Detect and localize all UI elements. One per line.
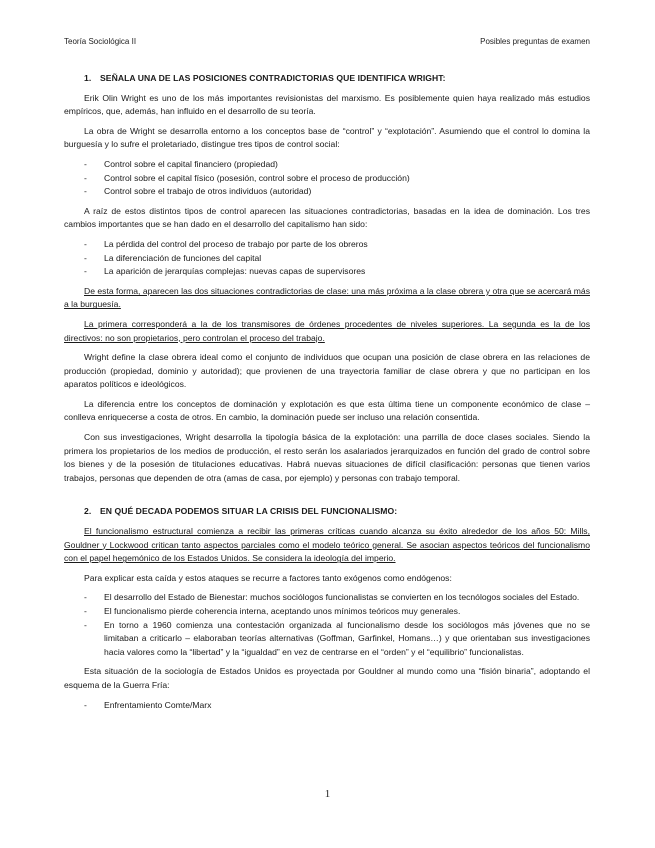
bullet-list — [64, 158, 590, 199]
dash-bullet-icon: - — [84, 699, 87, 710]
header-doc-title: Posibles preguntas de examen — [480, 37, 590, 46]
list-item: - El desarrollo del Estado de Bienestar: muchos sociólogos funcionalistas se convierten en los tecnólogos sociales del Estado. — [64, 591, 590, 605]
paragraph: Esta situación de la sociología de Estados Unidos es proyectada por Gouldner al mundo como una “fisión binaria”, adoptando el esquema de la Guerra Fría: — [64, 666, 590, 690]
section-spacer — [64, 491, 590, 505]
paragraph: Erik Olin Wright es uno de los más importantes revisionistas del marxismo. Es posiblemente quien haya realizado más estudios empíricos, que, además, han influido en el desarrollo de su teoría. — [64, 92, 590, 117]
paragraph: A raíz de estos distintos tipos de control aparecen las situaciones contradictorias, basadas en la idea de dominación. Los tres cambios importantes que se han dado en el desarrollo del capitalismo han sido: — [64, 205, 590, 230]
list-item: - Control sobre el capital financiero (propiedad) — [64, 158, 590, 172]
underlined-paragraph: El funcionalismo estructural comienza a recibir las primeras críticas cuando alcanza su éxito alrededor de los años 50: Mills, Gouldner y Lockwood critican tanto aspectos parciales como el modelo teórico general. Se asocian aspectos teóricos del funcionalismo con el papel hegemónico de los Estados Unidos. Se considera la ideología del imperio. — [64, 526, 590, 564]
section-number: 1. — [84, 73, 92, 83]
dash-bullet-icon: - — [84, 619, 87, 630]
list-item: - La diferenciación de funciones del capital — [64, 252, 590, 266]
bullet-list — [64, 238, 590, 279]
list-item: - Control sobre el capital físico (posesión, control sobre el proceso de producción) — [64, 172, 590, 186]
page-content — [64, 72, 590, 718]
list-item: - El funcionalismo pierde coherencia interna, aceptando unos mínimos teóricos muy generales. — [64, 605, 590, 619]
underlined-paragraph: La primera corresponderá a la de los transmisores de órdenes procedentes de niveles superiores. La segunda es la de los directivos: no son propietarios, pero controlan el proceso del trabajo. — [64, 318, 590, 343]
paragraph: La obra de Wright se desarrolla entorno a los conceptos base de “control” y “explotación”. Asumiendo que el control lo domina la burguesía y lo sufre el proletariado, distingue tres tipos de control social: — [64, 125, 590, 150]
list-item: - En torno a 1960 comienza una contestación organizada al funcionalismo desde los sociólogos más jóvenes que no se limitaban a criticarlo – elaboraban teorías alternativas (Goffman, Garfinkel, Homans…) y que orientaban sus investigaciones hacia valores como la “libertad” y la “igualdad” en vez de centrarse en el “orden” y el “equilibrio” funcionalistas. — [84, 619, 590, 657]
list-item: - La pérdida del control del proceso de trabajo por parte de los obreros — [64, 238, 590, 252]
bullet-list — [64, 591, 590, 659]
paragraph: Wright define la clase obrera ideal como el conjunto de individuos que ocupan una posición de clase obrera en las relaciones de producción (propiedad, dominio y autoridad); que provienen de una trayectoria familiar de clase obrera y que no participan en los aparatos políticos e ideológicos. — [64, 352, 590, 390]
list-item: - Enfrentamiento Comte/Marx — [64, 699, 590, 713]
list-item: - La aparición de jerarquías complejas: nuevas capas de supervisores — [64, 265, 590, 279]
bullet-list — [64, 699, 590, 713]
paragraph: La diferencia entre los conceptos de dominación y explotación es que esta última tiene un componente económico de clase – conlleva enriquecerse a costa de otros. En cambio, la dominación puede ser incluso una relación consentida. — [64, 398, 590, 423]
dash-bullet-icon: - — [84, 252, 87, 263]
dash-bullet-icon: - — [84, 186, 87, 197]
header-course-title: Teoría Sociológica II — [64, 37, 137, 46]
paragraph: Para explicar esta caída y estos ataques se recurre a factores tanto exógenos como endógenos: — [84, 572, 452, 583]
dash-bullet-icon: - — [84, 592, 87, 603]
dash-bullet-icon: - — [84, 172, 87, 183]
section-number: 2. — [84, 506, 92, 517]
section-2-heading — [84, 505, 590, 519]
paragraph: Con sus investigaciones, Wright desarrolla la tipología básica de la explotación: una parrilla de doce clases sociales. Siendo la primera los propietarios de los medios de producción, el resto serán los asalariados jerarquizados en función del grado de control sobre los bienes y de la posesión de titulaciones educativas. Habrá nuevas situaciones de difícil clasificación: personas que tienen varios trabajos, personas que dependen de otra (amas de casa, por ejemplo) y personas con trabajo temporal. — [64, 432, 590, 483]
section-title: EN QUÉ DECADA PODEMOS SITUAR LA CRISIS DEL FUNCIONALISMO: — [100, 506, 398, 517]
page-number: 1 — [324, 788, 331, 800]
dash-bullet-icon: - — [84, 158, 87, 169]
dash-bullet-icon: - — [84, 266, 87, 277]
underlined-paragraph: De esta forma, aparecen las dos situaciones contradictorias de clase: una más próxima a la clase obrera y otra que se acercará más a la burguesía. — [64, 285, 590, 310]
dash-bullet-icon: - — [84, 238, 87, 249]
section-title: SEÑALA UNA DE LAS POSICIONES CONTRADICTORIAS QUE IDENTIFICA WRIGHT: — [100, 73, 446, 83]
section-1-heading — [84, 72, 590, 86]
dash-bullet-icon: - — [84, 606, 87, 616]
list-item: - Control sobre el trabajo de otros individuos (autoridad) — [64, 185, 590, 199]
